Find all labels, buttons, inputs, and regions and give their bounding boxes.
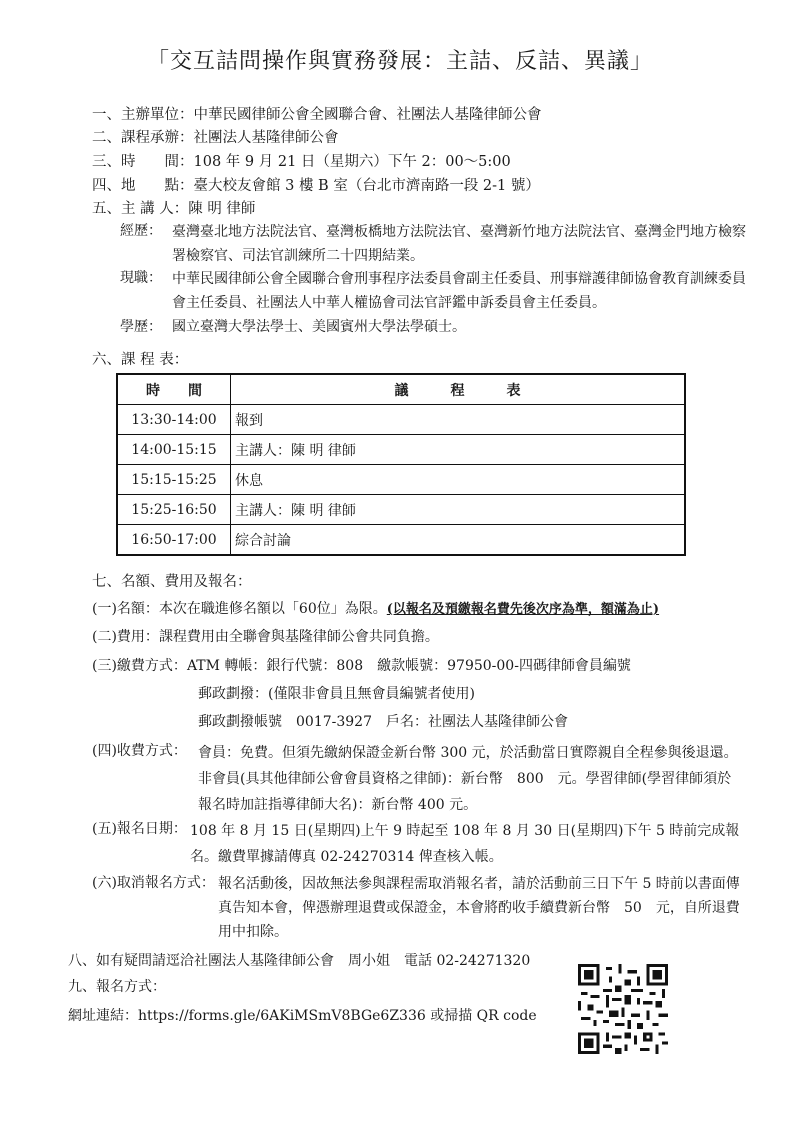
row-time: 15:25-16:50 [117,495,231,525]
col-agenda-header: 議 程 表 [231,374,686,405]
signup-link[interactable]: 網址連結：https://forms.gle/6AKiMSmV8BGe6Z336 或掃描 QR code [68,1008,537,1024]
info-value: 社團法人基隆律師公會 [193,130,339,146]
info-label: 三、時 間： [92,154,194,170]
speaker-job-text: 中華民國律師公會全國聯合會刑事程序法委員會副主任委員、刑事辯護律師協會教育訓練委員會主任委員、社團法人中華人權協會司法官評鑑申訴委員會主任委員。 [172,271,746,311]
row-time: 16:50-17:00 [117,525,231,556]
quota-label: (一)名額： [92,601,159,617]
payment-label: (三)繳費方式： [92,658,187,674]
info-value: 中華民國律師公會全國聯合會、社團法人基隆律師公會 [193,107,542,123]
info-label: 一、主辦單位： [92,107,194,123]
quota-line [92,598,659,618]
table-row [117,525,685,556]
info-label: 四、地 點： [92,178,194,194]
info-label: 五、主 講 人： [92,201,189,217]
info-time [92,150,511,171]
row-item: 主講人：陳 明 律師 [231,495,686,525]
row-item: 休息 [231,465,686,495]
charge-text: 會員：免費。但須先繳納保證金新台幣 300 元，於活動當日實際親自全程參與後退還。非會員(具其他律師公會會員資格之律師)：新台幣 800 元。學習律師(學習律師須於報名時加註指導律師大名)：新台幣 400 元。 [198,745,738,813]
payment-post-note: 郵政劃撥：(僅限非會員且無會員編號者使用) [198,686,475,702]
table-row [117,435,685,465]
schedule-heading: 六、課 程 表： [92,352,189,368]
cancel-text: 報名活動後，因故無法參與課程需取消報名者，請於活動前三日下午 5 時前以書面傳真告知本會，俾憑辦理退費或保證金，本會將酌收手續費新台幣 50 元，自所退費用中扣除。 [218,876,740,940]
col-time-header: 時 間 [117,374,231,405]
speaker-job-label: 現職： [120,270,162,286]
table-row [117,405,685,435]
fee-label: (二)費用： [92,629,159,645]
info-value: 陳 明 律師 [188,201,256,217]
info-speaker [92,197,255,218]
cancel-label: (六)取消報名方式： [92,875,215,891]
document-title: 「交互詰問操作與實務發展：主詰、反詰、異議」 [146,49,653,74]
table-header-row [117,374,685,405]
quota-note: (以報名及預繳報名費先後次序為準，額滿為止) [386,602,660,617]
date-label: (五)報名日期： [92,821,187,837]
payment-line [92,655,631,675]
table-row [117,495,685,525]
info-value: 108 年 9 月 21 日（星期六）下午 2：00～5:00 [193,154,511,170]
info-organizer [92,103,542,124]
date-text: 108 年 8 月 15 日(星期四)上午 9 時起至 108 年 8 月 30 日(星期四)下午 5 時前完成報名。繳費單據請傳真 02-24270314 俾查核入帳。 [190,823,740,865]
qr-code-icon [578,963,668,1055]
row-time: 15:15-15:25 [117,465,231,495]
table-row [117,465,685,495]
registration-heading: 七、名額、費用及報名： [92,574,252,590]
row-item: 報到 [231,405,686,435]
row-time: 14:00-15:15 [117,435,231,465]
payment-atm: ATM 轉帳：銀行代號：808 繳款帳號：97950-00-四碼律師會員編號 [186,658,631,674]
row-item: 主講人：陳 明 律師 [231,435,686,465]
signup-heading: 九、報名方式： [68,979,166,995]
info-host [92,126,339,147]
payment-post-account: 郵政劃撥帳號 0017-3927 戶名：社團法人基隆律師公會 [198,714,568,730]
speaker-edu-text: 國立臺灣大學法學士、美國賓州大學法學碩士。 [172,319,466,335]
row-item: 綜合討論 [231,525,686,556]
row-time: 13:30-14:00 [117,405,231,435]
speaker-exp-text: 臺灣臺北地方法院法官、臺灣板橋地方法院法官、臺灣新竹地方法院法官、臺灣金門地方檢察署檢察官、司法官訓練所二十四期結業。 [172,224,746,264]
info-value: 臺大校友會館 3 樓 B 室（台北市濟南路一段 2-1 號） [193,178,540,194]
contact-line: 八、如有疑問請逕洽社團法人基隆律師公會 周小姐 電話 02-24271320 [68,953,531,969]
charge-label: (四)收費方式： [92,743,187,759]
quota-text: 本次在職進修名額以「60位」為限。 [158,601,387,617]
info-location [92,174,540,195]
schedule-table [116,373,686,556]
speaker-exp-label: 經歷： [120,223,162,239]
fee-line [92,626,439,646]
fee-text: 課程費用由全聯會與基隆律師公會共同負擔。 [158,629,439,645]
info-label: 二、課程承辦： [92,130,194,146]
speaker-edu-label: 學歷： [120,319,162,335]
